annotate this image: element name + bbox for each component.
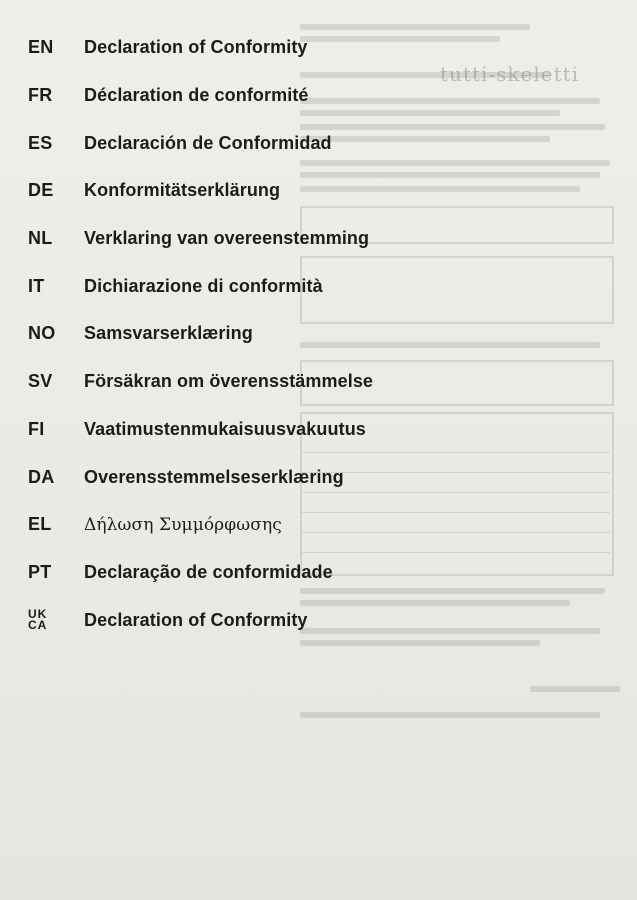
language-code: ES: [28, 132, 53, 153]
declaration-row-nl: [28, 215, 373, 263]
language-code: PT: [28, 561, 52, 582]
language-code: FR: [28, 85, 53, 106]
declaration-row-fr: [28, 72, 373, 120]
declaration-list: [28, 24, 373, 644]
language-code: IT: [28, 275, 45, 296]
declaration-title: Δήλωση Συμμόρφωσης: [84, 514, 282, 535]
declaration-row-en: [28, 24, 373, 72]
declaration-title: Declaration of Conformity: [84, 609, 308, 630]
declaration-row-sv: [28, 358, 373, 406]
declaration-row-es: [28, 119, 373, 167]
ukca-mark-bottom: CA: [28, 618, 48, 633]
language-code: EN: [28, 37, 54, 58]
declaration-title: Déclaration de conformité: [84, 85, 309, 106]
declaration-row-de: [28, 167, 373, 215]
watermark: tutti-skeletti: [440, 62, 580, 86]
declaration-row-ukca: [28, 596, 373, 644]
language-code: EL: [28, 514, 52, 535]
ukca-mark-icon: [28, 609, 84, 631]
declaration-title: Dichiarazione di conformità: [84, 275, 323, 296]
declaration-title: Vaatimustenmukaisuusvakuutus: [84, 418, 366, 439]
declaration-row-fi: [28, 406, 373, 454]
declaration-row-el: [28, 501, 373, 549]
declaration-title: Declaração de conformidade: [84, 561, 333, 582]
declaration-row-da: [28, 453, 373, 501]
language-code: SV: [28, 371, 53, 392]
declaration-title: Declaration of Conformity: [84, 37, 308, 58]
declaration-title: Overensstemmelseserklæring: [84, 466, 344, 487]
declaration-title: Samsvarserklæring: [84, 323, 253, 344]
ukca-mark-top: UK: [28, 607, 48, 622]
language-code: NL: [28, 228, 53, 249]
declaration-title: Försäkran om överensstämmelse: [84, 371, 374, 392]
declaration-row-no: [28, 310, 373, 358]
language-code: DA: [28, 466, 55, 487]
declaration-row-pt: [28, 549, 373, 597]
language-code: FI: [28, 418, 45, 439]
declaration-title: Konformitätserklärung: [84, 180, 281, 201]
language-code: DE: [28, 180, 54, 201]
declaration-title: Declaración de Conformidad: [84, 132, 332, 153]
declaration-title: Verklaring van overeenstemming: [84, 228, 370, 249]
declaration-row-it: [28, 262, 373, 310]
language-code: NO: [28, 323, 56, 344]
